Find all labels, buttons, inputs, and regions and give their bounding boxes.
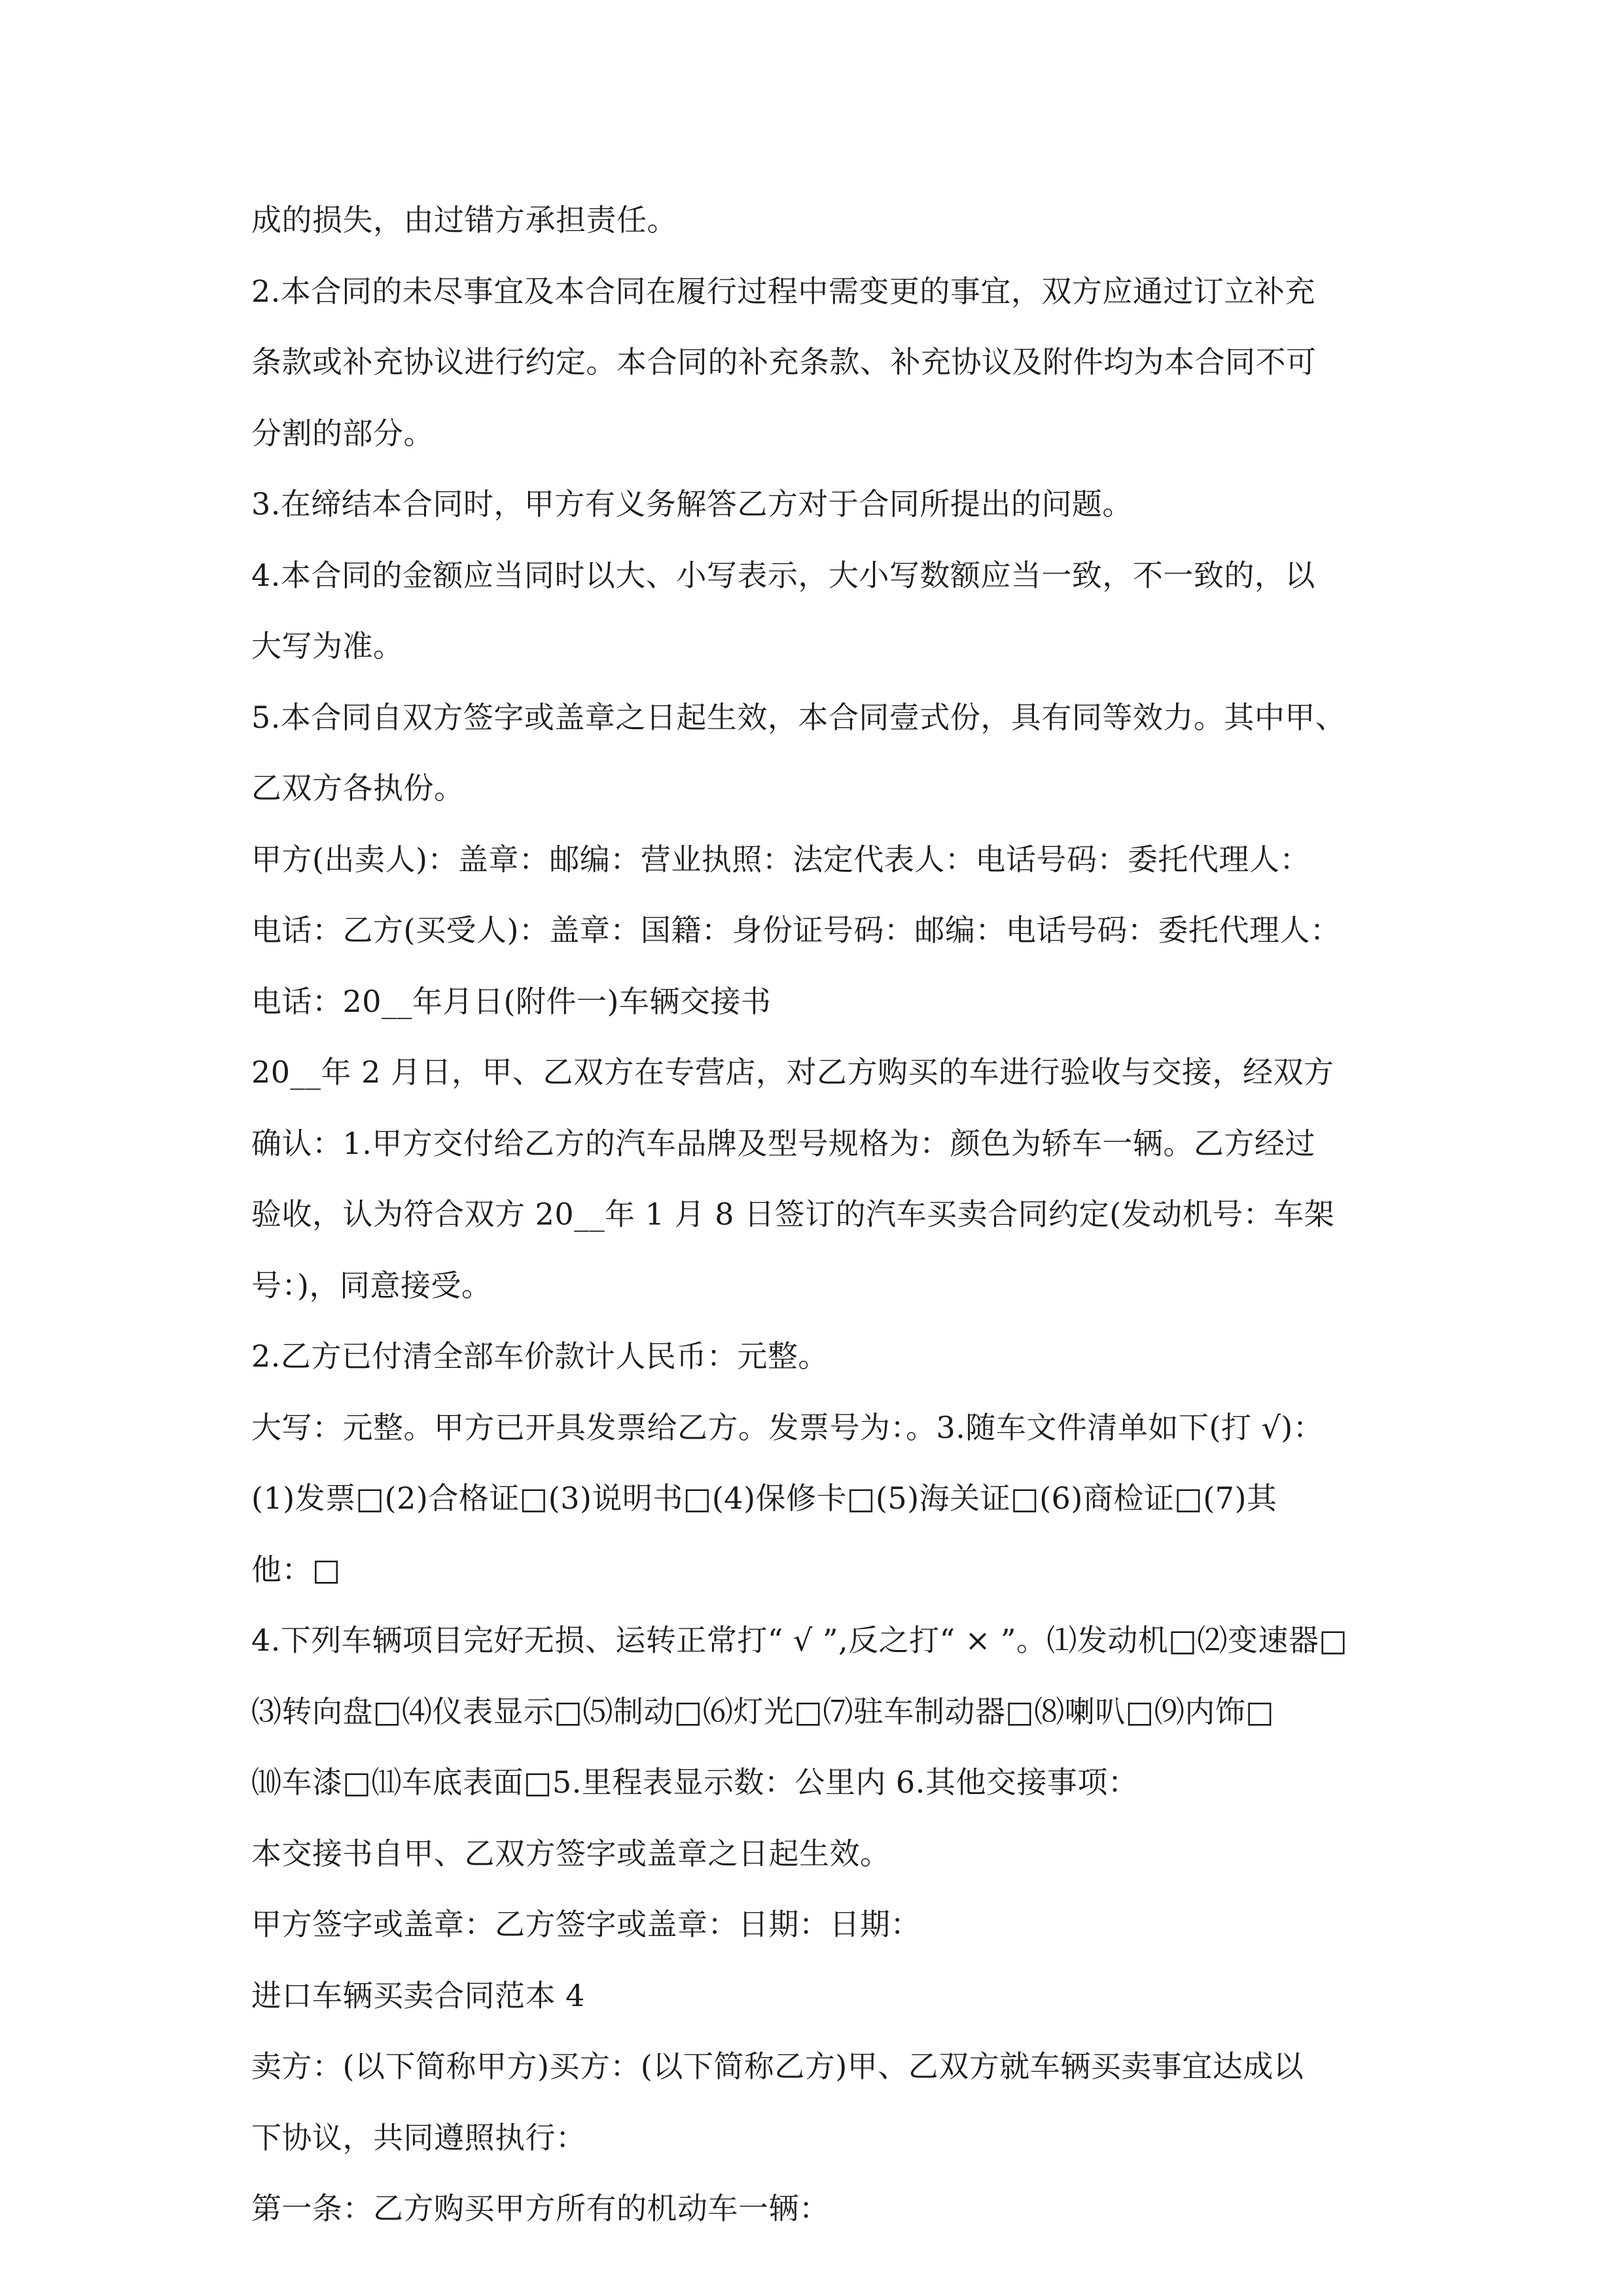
text-line-9: 乙双方各执份。 bbox=[251, 770, 465, 806]
text-line-5: 3.在缔结本合同时，甲方有义务解答乙方对于合同所提出的问题。 bbox=[251, 486, 1133, 522]
text-line-15: 验收，认为符合双方 20__年 1 月 8 日签订的汽车买卖合同约定(发动机号：车架 bbox=[251, 1196, 1335, 1232]
text-line-3: 条款或补充协议进行约定。本合同的补充条款、补充协议及附件均为本合同不可 bbox=[251, 344, 1317, 380]
document-body bbox=[251, 185, 1398, 2244]
text-line-23: ⑽车漆□⑾车底表面□5.里程表显示数：公里内 6.其他交接事项： bbox=[251, 1765, 1139, 1800]
text-line-22: ⑶转向盘□⑷仪表显示□⑸制动□⑹灯光□⑺驻车制动器□⑻喇叭□⑼内饰□ bbox=[251, 1693, 1275, 1729]
text-line-16: 号：)，同意接受。 bbox=[251, 1267, 492, 1303]
text-line-11: 电话：乙方(买受人)：盖章：国籍：身份证号码：邮编：电话号码：委托代理人： bbox=[251, 912, 1341, 948]
text-line-6: 4.本合同的金额应当同时以大、小写表示，大小写数额应当一致，不一致的，以 bbox=[251, 557, 1315, 593]
text-line-7: 大写为准。 bbox=[251, 628, 404, 664]
section-title: 进口车辆买卖合同范本 4 bbox=[251, 1977, 585, 2013]
text-line-21: 4.下列车辆项目完好无损、运转正常打“ √ ”,反之打“ × ”。⑴发动机□⑵变速器□ bbox=[251, 1623, 1348, 1658]
text-line-27: 卖方：(以下简称甲方)买方：(以下简称乙方)甲、乙双方就车辆买卖事宜达成以 bbox=[251, 2049, 1304, 2084]
text-line-10: 甲方(出卖人)：盖章：邮编：营业执照：法定代表人：电话号码：委托代理人： bbox=[251, 841, 1310, 877]
text-line-19: (1)发票□(2)合格证□(3)说明书□(4)保修卡□(5)海关证□(6)商检证□(7)其 bbox=[251, 1480, 1277, 1516]
text-line-28: 下协议，共同遵照执行： bbox=[251, 2119, 586, 2155]
text-line-20: 他：□ bbox=[251, 1551, 341, 1587]
text-line-4: 分割的部分。 bbox=[251, 415, 434, 451]
text-line-2: 2.本合同的未尽事宜及本合同在履行过程中需变更的事宜，双方应通过订立补充 bbox=[251, 273, 1315, 309]
text-line-17: 2.乙方已付清全部车价款计人民币：元整。 bbox=[251, 1338, 829, 1374]
text-line-12: 电话：20__年月日(附件一)车辆交接书 bbox=[251, 983, 772, 1019]
text-line-24: 本交接书自甲、乙双方签字或盖章之日起生效。 bbox=[251, 1835, 891, 1871]
text-line-18: 大写：元整。甲方已开具发票给乙方。发票号为：。3.随车文件清单如下(打 √)： bbox=[251, 1409, 1324, 1445]
text-line-8: 5.本合同自双方签字或盖章之日起生效，本合同壹式份，具有同等效力。其中甲、 bbox=[251, 699, 1346, 735]
text-line-14: 确认：1.甲方交付给乙方的汽车品牌及型号规格为：颜色为轿车一辆。乙方经过 bbox=[251, 1125, 1315, 1161]
text-line-25: 甲方签字或盖章：乙方签字或盖章：日期：日期： bbox=[251, 1907, 921, 1942]
text-line-29: 第一条：乙方购买甲方所有的机动车一辆： bbox=[251, 2191, 830, 2226]
text-line-13: 20__年 2 月日，甲、乙双方在专营店，对乙方购买的车进行验收与交接，经双方 bbox=[251, 1054, 1334, 1090]
text-line-1: 成的损失，由过错方承担责任。 bbox=[251, 202, 677, 238]
